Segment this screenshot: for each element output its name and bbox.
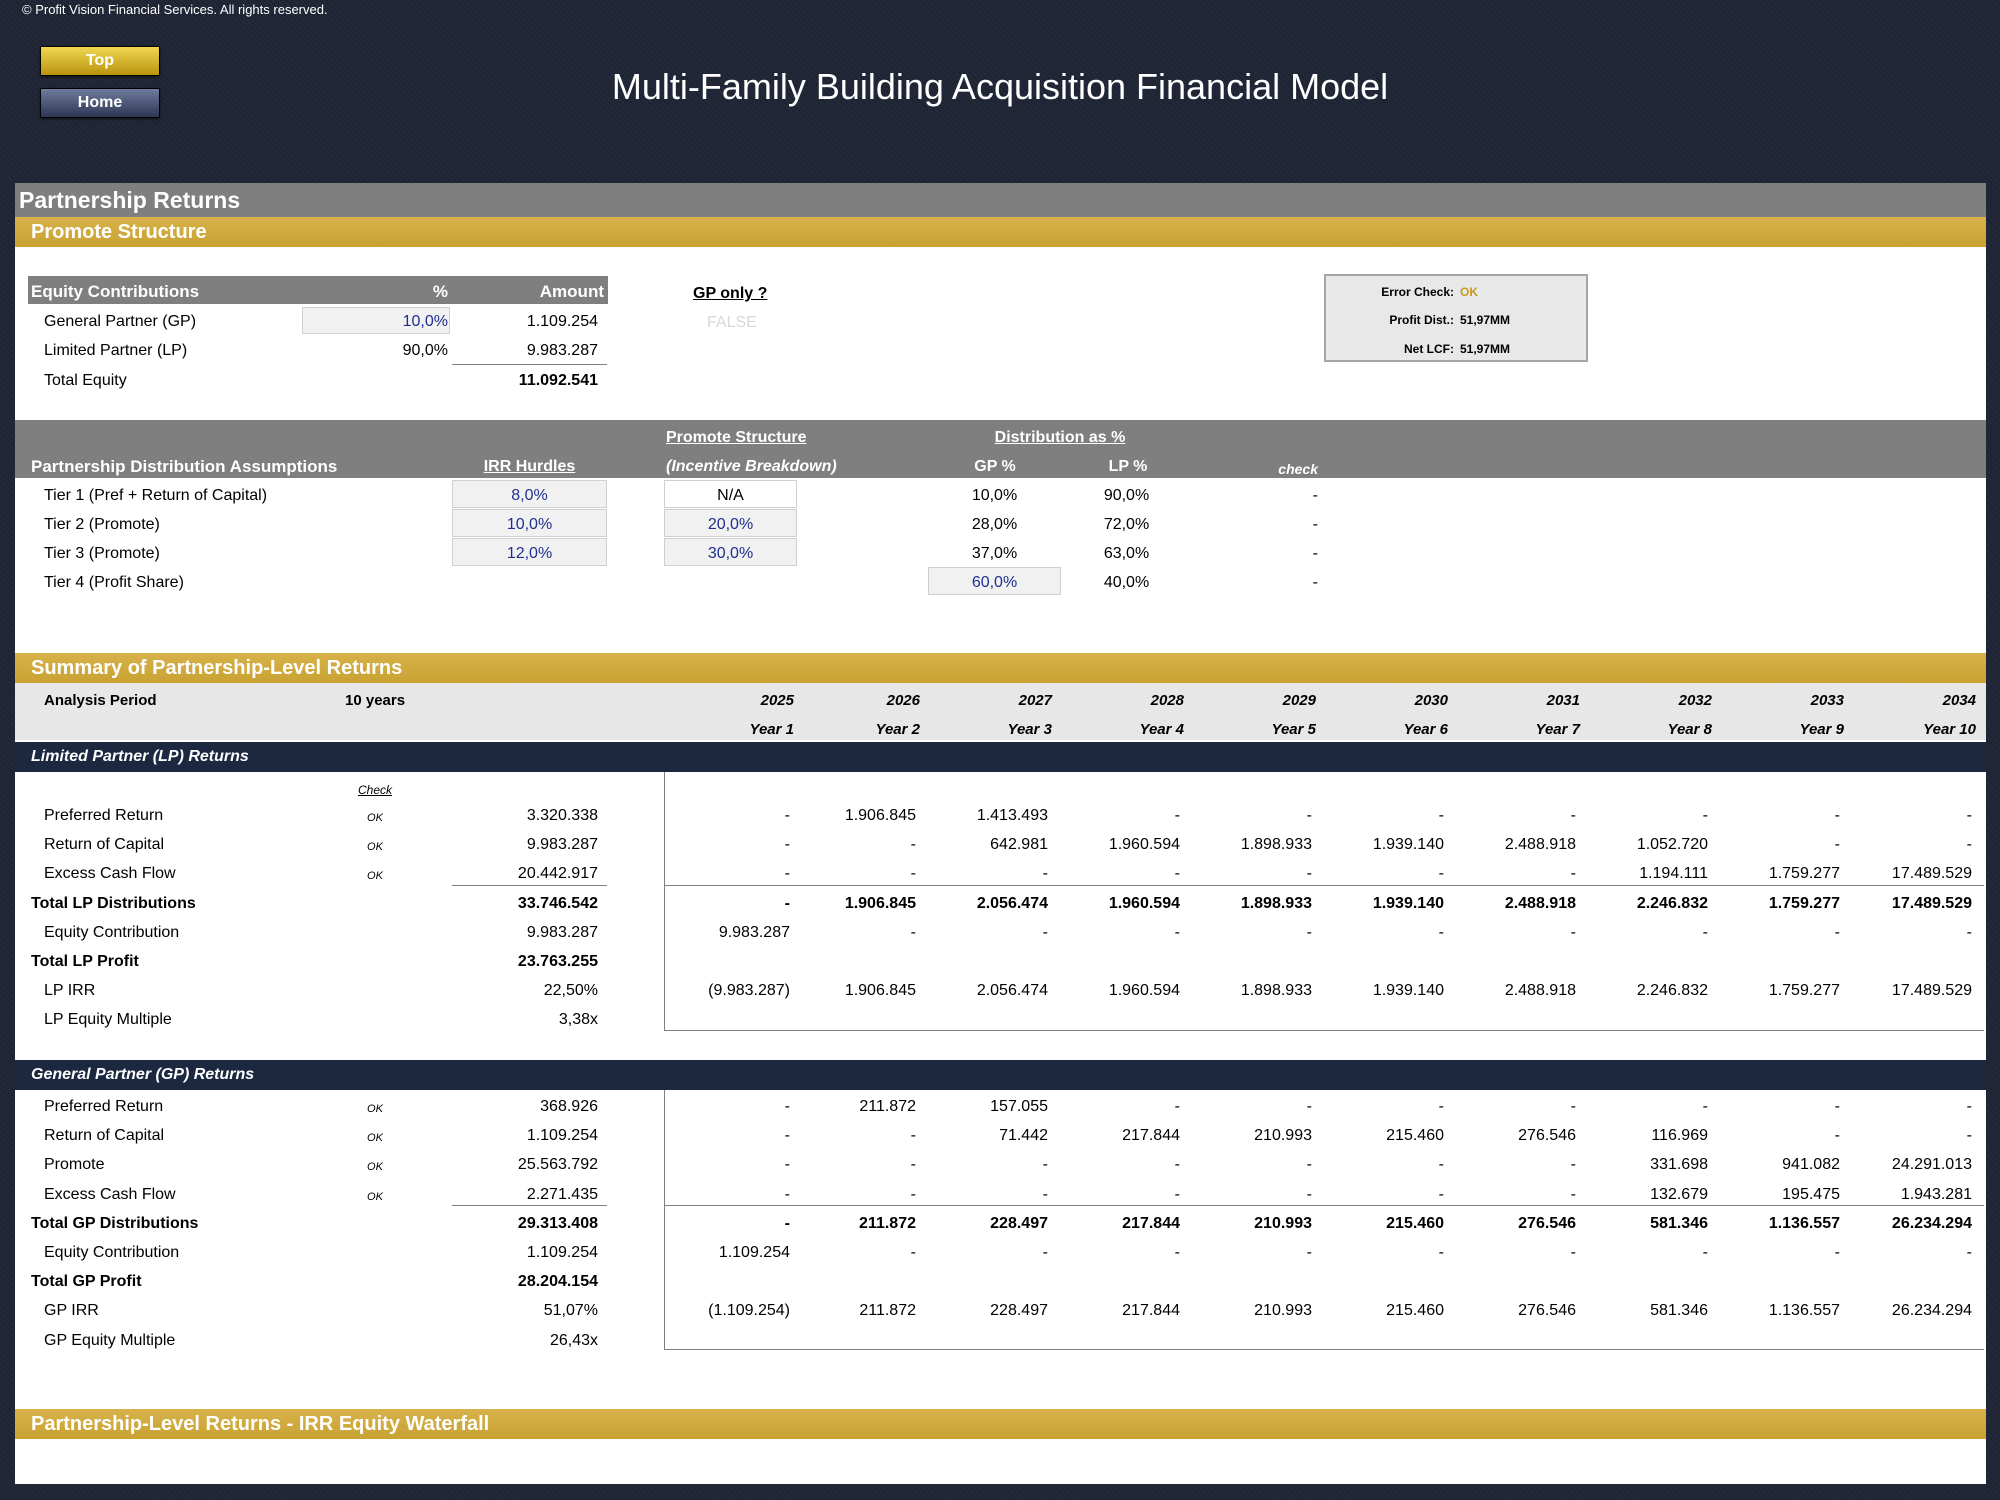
row-value: - [910, 1156, 916, 1174]
row-label: GP IRR [44, 1302, 99, 1320]
row-value: 1.939.140 [1372, 894, 1444, 912]
row-value: 17.489.529 [1891, 982, 1972, 1000]
row-total: 20.442.917 [517, 865, 598, 883]
row-value: 1.943.281 [1900, 1185, 1972, 1203]
year-label: Year 2 [875, 721, 920, 738]
row-value: - [1834, 1098, 1840, 1115]
equity-row-amount: 9.983.287 [526, 342, 598, 359]
promote-structure-bar: Promote Structure [15, 217, 1986, 247]
year-header: 2034 [1942, 692, 1976, 709]
row-total: 22,50% [543, 982, 598, 1000]
row-value: 1.939.140 [1372, 836, 1444, 854]
row-value: 1.194.111 [1639, 865, 1708, 883]
row-value: - [1438, 1244, 1444, 1261]
row-label: LP Equity Multiple [44, 1011, 172, 1029]
analysis-period-label: Analysis Period [44, 692, 157, 709]
row-value: - [910, 836, 916, 854]
year-header: 2026 [886, 692, 920, 709]
row-value: 217.844 [1122, 1214, 1180, 1232]
row-value: - [1570, 923, 1576, 941]
gp-pct-value: 37,0% [971, 545, 1018, 562]
row-value: - [1702, 923, 1708, 941]
year-label: Year 9 [1799, 721, 1844, 738]
row-check: OK [367, 1132, 383, 1145]
row-value: 1.906.845 [844, 982, 916, 1000]
row-check: OK [367, 1190, 383, 1203]
row-total: 29.313.408 [517, 1214, 598, 1232]
lp-grid-bottom-border [664, 1030, 1984, 1031]
row-value: - [1570, 1156, 1576, 1174]
row-value: 581.346 [1650, 1214, 1708, 1232]
row-label: Excess Cash Flow [44, 865, 176, 883]
row-check: OK [367, 812, 383, 824]
promote-input[interactable]: 30,0% [707, 545, 754, 562]
row-value: - [1174, 1244, 1180, 1261]
row-value: 1.136.557 [1768, 1302, 1840, 1320]
row-total: 368.926 [540, 1098, 598, 1115]
row-value: - [1438, 923, 1444, 941]
irr-hurdles-header: IRR Hurdles [483, 458, 576, 475]
row-label: Total GP Distributions [31, 1214, 199, 1232]
row-value: 276.546 [1518, 1214, 1576, 1232]
year-label: Year 6 [1403, 721, 1448, 738]
row-total: 26,43x [549, 1331, 598, 1349]
year-header: 2030 [1414, 692, 1448, 709]
row-label: Total LP Distributions [31, 894, 196, 912]
lp-pct-value: 90,0% [1103, 487, 1150, 504]
row-value: 1.898.933 [1240, 836, 1312, 854]
row-value: 211.872 [859, 1214, 916, 1232]
row-value: 2.056.474 [976, 982, 1048, 1000]
row-value: - [1174, 1156, 1180, 1174]
gp-pct-input[interactable]: 10,0% [402, 313, 448, 330]
row-total: 9.983.287 [526, 923, 598, 941]
row-value: - [784, 865, 790, 883]
row-value: 1.052.720 [1636, 836, 1708, 854]
waterfall-bar: Partnership-Level Returns - IRR Equity Waterfall [15, 1409, 1986, 1439]
row-value: 2.488.918 [1504, 836, 1576, 854]
equity-header: Equity Contributions [31, 282, 200, 301]
distribution-header: Partnership Distribution Assumptions [31, 457, 338, 476]
equity-total-rule [452, 364, 607, 365]
lp-pct-header: LP % [1108, 458, 1148, 475]
lp-total-rule [452, 885, 607, 886]
tier-check-value: - [1312, 574, 1318, 591]
gp-returns-bar: General Partner (GP) Returns [15, 1060, 1986, 1090]
check-header: check [1278, 461, 1318, 477]
row-value: - [1966, 1098, 1972, 1115]
row-total: 2.271.435 [526, 1185, 598, 1203]
irr-hurdle-input[interactable]: 12,0% [506, 545, 553, 562]
year-header: 2029 [1282, 692, 1316, 709]
section-title: Partnership Returns [15, 183, 1986, 217]
equity-row-pct: 90,0% [402, 342, 448, 359]
year-label: Year 7 [1535, 721, 1580, 738]
year-header: 2027 [1018, 692, 1052, 709]
lp-grid-left-border [664, 772, 665, 1030]
row-value: 1.960.594 [1108, 982, 1180, 1000]
row-value: 215.460 [1386, 1214, 1444, 1232]
row-value: 71.442 [999, 1127, 1048, 1145]
row-value: - [1174, 865, 1180, 883]
row-value: - [784, 1156, 790, 1174]
row-value: - [784, 1098, 790, 1115]
row-value: 2.488.918 [1504, 894, 1576, 912]
profit-dist-value: 51,97MM [1460, 313, 1511, 327]
row-total: 23.763.255 [517, 953, 598, 970]
row-value: - [1570, 1098, 1576, 1115]
year-label: Year 4 [1139, 721, 1184, 738]
row-value: 1.759.277 [1768, 865, 1840, 883]
row-value: 276.546 [1518, 1127, 1576, 1145]
lp-pct-value: 63,0% [1103, 545, 1150, 562]
row-value: - [1042, 865, 1048, 883]
row-label: Total GP Profit [31, 1273, 142, 1291]
row-value: - [1042, 1244, 1048, 1261]
row-value: 217.844 [1122, 1302, 1180, 1320]
lp-grid-rule [664, 885, 1984, 886]
row-value: - [1834, 836, 1840, 854]
net-lcf-label: Net LCF: [1404, 342, 1454, 356]
row-value: - [1966, 1244, 1972, 1261]
equity-row-label: Limited Partner (LP) [44, 342, 188, 359]
row-value: 941.082 [1782, 1156, 1840, 1174]
row-value: - [1834, 1244, 1840, 1261]
tier-label: Tier 3 (Promote) [44, 545, 160, 562]
gp-pct-value: 28,0% [971, 516, 1018, 533]
row-value: - [784, 807, 790, 824]
profit-dist-label: Profit Dist.: [1389, 313, 1454, 327]
home-button[interactable]: Home [40, 88, 160, 118]
row-label: LP IRR [44, 982, 96, 1000]
irr-hurdle-input[interactable]: 10,0% [506, 516, 553, 533]
row-value: - [1702, 1098, 1708, 1115]
year-header: 2032 [1678, 692, 1712, 709]
equity-row-label: General Partner (GP) [44, 313, 197, 330]
row-value: 157.055 [990, 1098, 1048, 1115]
tier-label: Tier 4 (Profit Share) [44, 574, 184, 591]
lp-pct-value: 72,0% [1103, 516, 1150, 533]
row-check: OK [367, 841, 383, 854]
row-value: 1.906.845 [844, 894, 916, 912]
row-total: 1.109.254 [526, 1127, 598, 1145]
row-total: 3,38x [558, 1011, 598, 1029]
row-value: - [910, 865, 916, 883]
error-check-value: OK [1460, 285, 1478, 299]
row-total: 28.204.154 [517, 1273, 598, 1291]
row-label: Equity Contribution [44, 1244, 180, 1261]
row-label: Equity Contribution [44, 923, 180, 941]
total-equity-label: Total Equity [44, 372, 127, 389]
row-value: - [784, 1127, 790, 1145]
row-value: - [1438, 1185, 1444, 1203]
lp-returns-bar: Limited Partner (LP) Returns [15, 742, 1986, 772]
row-value: - [1306, 923, 1312, 941]
row-label: GP Equity Multiple [44, 1331, 176, 1349]
row-value: 276.546 [1518, 1302, 1576, 1320]
tier-label: Tier 2 (Promote) [44, 516, 160, 533]
row-value: (1.109.254) [708, 1302, 790, 1320]
row-check: OK [367, 1161, 383, 1174]
year-header: 2033 [1810, 692, 1844, 709]
row-value: 210.993 [1254, 1127, 1312, 1145]
row-value: - [1042, 1156, 1048, 1174]
row-value: 1.906.845 [844, 807, 916, 824]
row-value: - [1306, 1098, 1312, 1115]
promote-value: N/A [717, 487, 744, 504]
row-value: 1.960.594 [1108, 836, 1180, 854]
row-value: 215.460 [1386, 1127, 1444, 1145]
row-value: - [784, 894, 790, 912]
row-value: - [1966, 807, 1972, 824]
row-label: Excess Cash Flow [44, 1185, 176, 1203]
row-value: - [1306, 807, 1312, 824]
row-value: 17.489.529 [1891, 865, 1972, 883]
row-value: - [1834, 807, 1840, 824]
row-value: - [1570, 1185, 1576, 1203]
row-value: - [1966, 1127, 1972, 1145]
row-value: 210.993 [1254, 1302, 1312, 1320]
row-value: 1.759.277 [1768, 982, 1840, 1000]
gp-pct-input[interactable]: 60,0% [971, 574, 1018, 591]
page-title: Multi-Family Building Acquisition Financial Model [611, 66, 1389, 107]
equity-row-amount: 1.109.254 [526, 313, 598, 330]
top-button[interactable]: Top [40, 46, 160, 76]
row-value: - [1306, 865, 1312, 883]
row-value: - [1306, 1156, 1312, 1174]
promote-input[interactable]: 20,0% [707, 516, 754, 533]
equity-pct-header: % [432, 282, 448, 301]
row-value: 17.489.529 [1891, 894, 1972, 912]
row-value: - [1438, 807, 1444, 824]
row-value: 1.136.557 [1768, 1214, 1840, 1232]
row-value: 2.488.918 [1504, 982, 1576, 1000]
row-value: - [1174, 923, 1180, 941]
row-value: 1.939.140 [1372, 982, 1444, 1000]
year-header: 2025 [760, 692, 794, 709]
row-total: 9.983.287 [526, 836, 598, 854]
row-value: 1.759.277 [1768, 894, 1840, 912]
row-value: 9.983.287 [718, 923, 790, 941]
tier-label: Tier 1 (Pref + Return of Capital) [44, 487, 268, 504]
row-value: - [1306, 1185, 1312, 1203]
total-equity-amount: 11.092.541 [518, 372, 598, 389]
row-value: 2.056.474 [976, 894, 1048, 912]
promote-structure-header: Promote Structure [666, 429, 807, 446]
row-value: 116.969 [1651, 1127, 1708, 1145]
gp-pct-value: 10,0% [971, 487, 1018, 504]
row-value: (9.983.287) [708, 982, 790, 1000]
year-label: Year 1 [749, 721, 794, 738]
summary-bar: Summary of Partnership-Level Returns [15, 653, 1986, 683]
irr-hurdle-input[interactable]: 8,0% [511, 487, 548, 504]
row-value: - [1174, 807, 1180, 824]
row-value: - [1570, 865, 1576, 883]
row-label: Promote [44, 1156, 105, 1174]
row-value: - [1966, 836, 1972, 854]
row-value: - [1834, 923, 1840, 941]
row-value: 331.698 [1650, 1156, 1708, 1174]
gp-pct-header: GP % [974, 458, 1016, 475]
tier-check-value: - [1312, 516, 1318, 533]
lp-check-header: Check [357, 783, 392, 797]
row-value: - [1570, 807, 1576, 824]
incentive-breakdown-header: (Incentive Breakdown) [666, 458, 837, 475]
row-value: 642.981 [990, 836, 1048, 854]
row-value: - [1834, 1127, 1840, 1145]
row-total: 1.109.254 [526, 1244, 598, 1261]
year-label: Year 10 [1923, 721, 1976, 738]
row-value: 1.898.933 [1240, 894, 1312, 912]
row-value: - [1438, 1098, 1444, 1115]
row-total: 3.320.338 [526, 807, 598, 824]
row-value: - [910, 1244, 916, 1261]
gp-grid-bottom-border [664, 1349, 1984, 1350]
lp-pct-value: 40,0% [1103, 574, 1150, 591]
row-value: 2.246.832 [1636, 894, 1708, 912]
equity-amount-header: Amount [539, 282, 604, 301]
error-check-label: Error Check: [1381, 285, 1454, 299]
gp-total-rule [452, 1205, 607, 1206]
row-value: 210.993 [1254, 1214, 1312, 1232]
row-label: Return of Capital [44, 836, 165, 854]
gp-only-value[interactable]: FALSE [707, 314, 757, 331]
row-value: 211.872 [859, 1098, 916, 1115]
row-value: 1.898.933 [1240, 982, 1312, 1000]
row-value: - [1702, 807, 1708, 824]
year-header: 2031 [1546, 692, 1580, 709]
row-value: 228.497 [990, 1214, 1048, 1232]
row-total: 33.746.542 [517, 894, 598, 912]
row-value: - [1174, 1098, 1180, 1115]
row-value: 217.844 [1122, 1127, 1180, 1145]
row-value: 2.246.832 [1636, 982, 1708, 1000]
row-label: Return of Capital [44, 1127, 165, 1145]
year-label: Year 8 [1667, 721, 1712, 738]
row-value: 195.475 [1782, 1185, 1840, 1203]
net-lcf-value: 51,97MM [1460, 342, 1511, 356]
row-total: 25.563.792 [517, 1156, 598, 1174]
row-value: - [1702, 1244, 1708, 1261]
row-value: 1.960.594 [1108, 894, 1180, 912]
row-value: - [784, 836, 790, 854]
row-value: - [1306, 1244, 1312, 1261]
row-value: - [910, 1127, 916, 1145]
year-label: Year 5 [1271, 721, 1316, 738]
row-total: 51,07% [543, 1302, 598, 1320]
row-value: 1.413.493 [976, 807, 1048, 824]
year-label: Year 3 [1007, 721, 1052, 738]
copyright-text: © Profit Vision Financial Services. All rights reserved. [22, 2, 328, 17]
row-value: - [1438, 1156, 1444, 1174]
row-value: - [784, 1185, 790, 1203]
row-value: - [1966, 923, 1972, 941]
row-value: - [910, 1185, 916, 1203]
row-value: - [1042, 923, 1048, 941]
year-header: 2028 [1150, 692, 1184, 709]
row-label: Total LP Profit [31, 953, 139, 970]
worksheet [15, 183, 1986, 1484]
row-value: 132.679 [1650, 1185, 1708, 1203]
row-value: - [910, 923, 916, 941]
gp-grid-left-border [664, 1090, 665, 1349]
gp-grid-rule [664, 1205, 1984, 1206]
row-value: 26.234.294 [1891, 1214, 1972, 1232]
row-value: 215.460 [1386, 1302, 1444, 1320]
gp-only-label: GP only ? [693, 285, 768, 302]
row-value: 26.234.294 [1891, 1302, 1972, 1320]
tier-check-value: - [1312, 487, 1318, 504]
tier-check-value: - [1312, 545, 1318, 562]
row-check: OK [367, 1103, 383, 1115]
row-check: OK [367, 870, 383, 883]
row-value: - [784, 1214, 790, 1232]
row-label: Preferred Return [44, 1098, 164, 1115]
row-value: 24.291.013 [1891, 1156, 1972, 1174]
distribution-pct-header: Distribution as % [994, 429, 1126, 446]
row-value: 1.109.254 [718, 1244, 790, 1261]
row-value: - [1042, 1185, 1048, 1203]
row-value: - [1174, 1185, 1180, 1203]
analysis-period-value: 10 years [345, 692, 406, 709]
row-value: 211.872 [859, 1302, 916, 1320]
row-value: 228.497 [990, 1302, 1048, 1320]
row-value: - [1438, 865, 1444, 883]
row-value: - [1570, 1244, 1576, 1261]
row-label: Preferred Return [44, 807, 164, 824]
row-value: 581.346 [1650, 1302, 1708, 1320]
